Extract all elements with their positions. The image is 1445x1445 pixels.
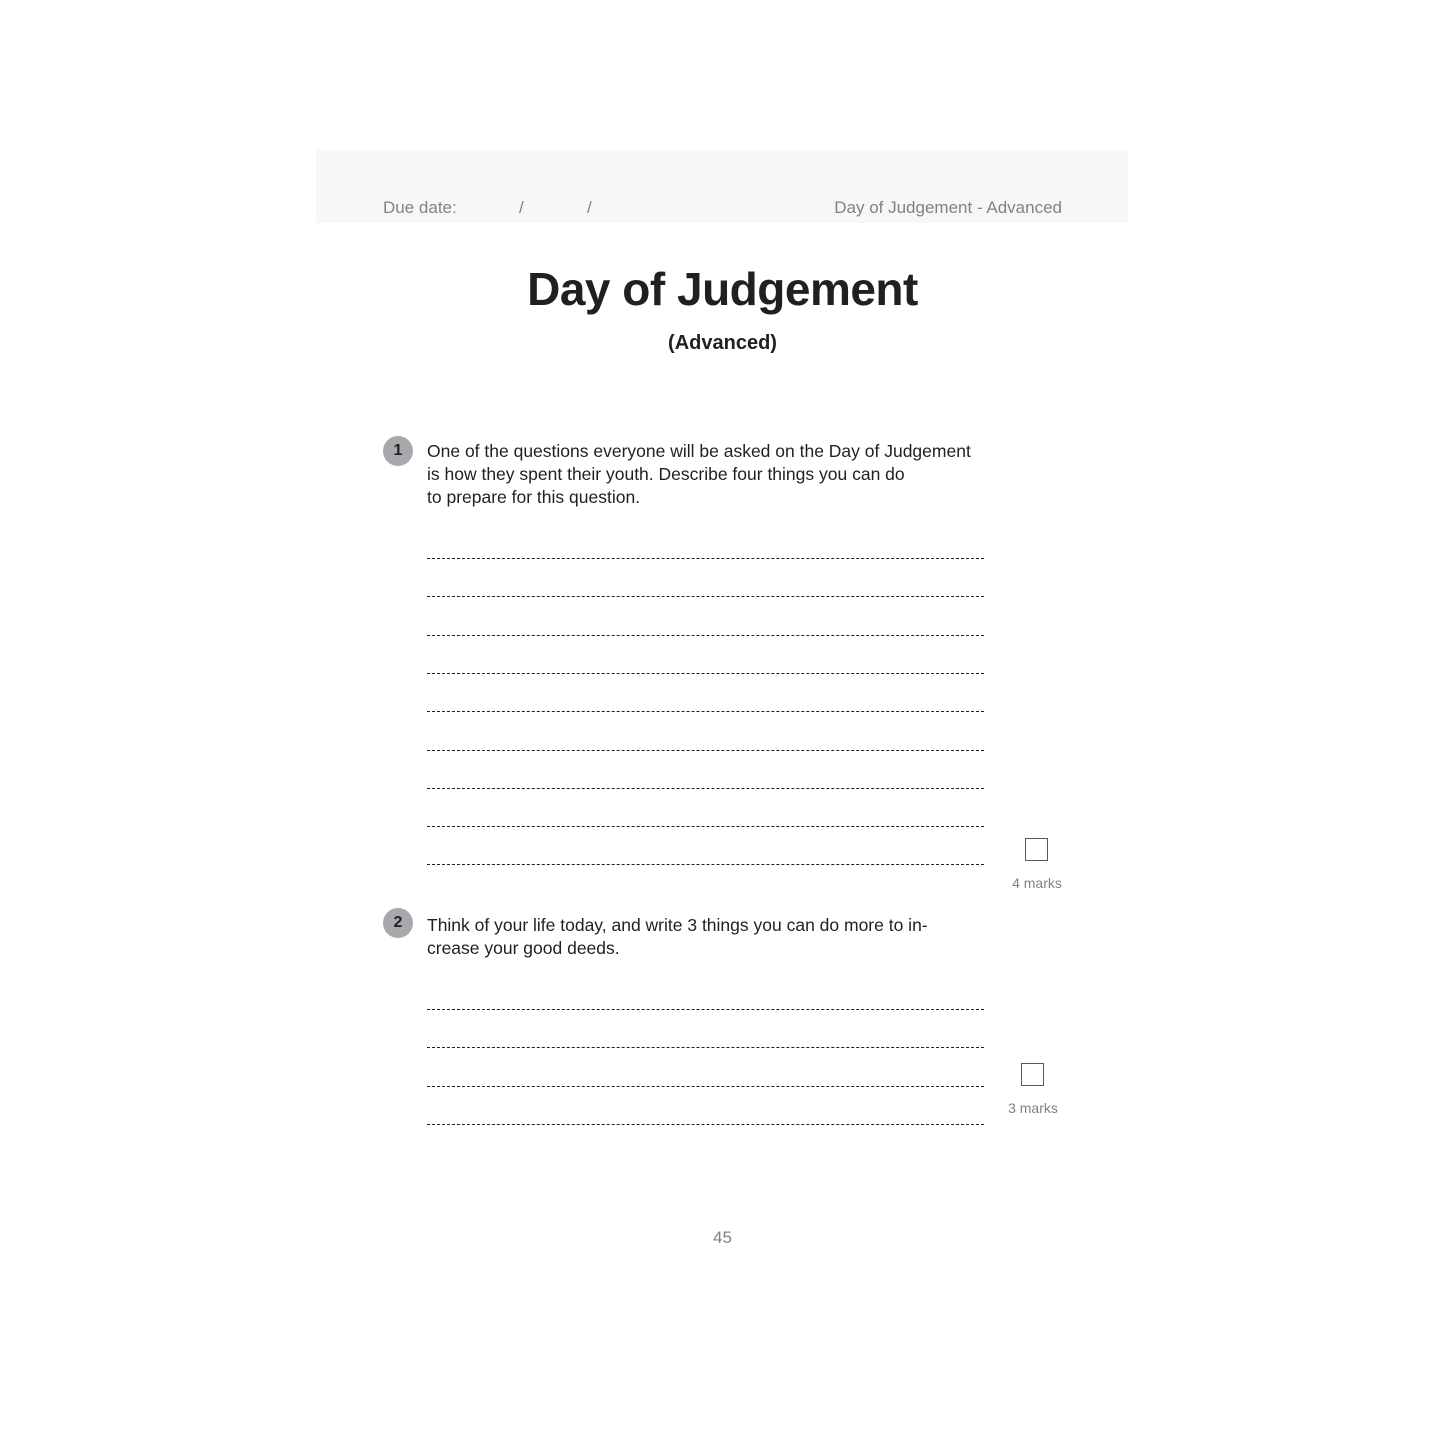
question-text: [427, 914, 999, 960]
answer-line[interactable]: [427, 1086, 984, 1087]
marks-checkbox[interactable]: [1021, 1063, 1044, 1086]
answer-line[interactable]: [427, 1124, 984, 1125]
question-text-line: crease your good deeds.: [427, 938, 620, 958]
question-text-line: Think of your life today, and write 3 things you can do more to in-: [427, 915, 928, 935]
question-text-line: One of the questions everyone will be asked on the Day of Judgement: [427, 441, 971, 461]
page-title: Day of Judgement: [527, 263, 918, 315]
question-number-badge: 1: [383, 436, 413, 466]
marks-label: 3 marks: [1008, 1100, 1058, 1116]
answer-line[interactable]: [427, 1009, 984, 1010]
question-text: [427, 440, 999, 509]
page-number: 45: [713, 1228, 732, 1247]
marks-label: 4 marks: [1012, 875, 1062, 891]
due-date-label: Due date:: [383, 198, 457, 217]
answer-line[interactable]: [427, 635, 984, 636]
answer-line[interactable]: [427, 864, 984, 865]
page-subtitle: (Advanced): [668, 332, 777, 354]
answer-line[interactable]: [427, 788, 984, 789]
answer-line[interactable]: [427, 750, 984, 751]
answer-line[interactable]: [427, 1047, 984, 1048]
answer-line[interactable]: [427, 596, 984, 597]
question-text-line: to prepare for this question.: [427, 487, 641, 507]
answer-line[interactable]: [427, 711, 984, 712]
question-text-line: is how they spent their youth. Describe four things you can do: [427, 464, 905, 484]
due-date-slash: /: [519, 198, 524, 217]
marks-checkbox[interactable]: [1025, 838, 1048, 861]
answer-line[interactable]: [427, 673, 984, 674]
answer-line[interactable]: [427, 826, 984, 827]
answer-line[interactable]: [427, 558, 984, 559]
header-section-title: Day of Judgement - Advanced: [834, 198, 1062, 217]
question-number-badge: 2: [383, 908, 413, 938]
due-date-slash: /: [587, 198, 592, 217]
